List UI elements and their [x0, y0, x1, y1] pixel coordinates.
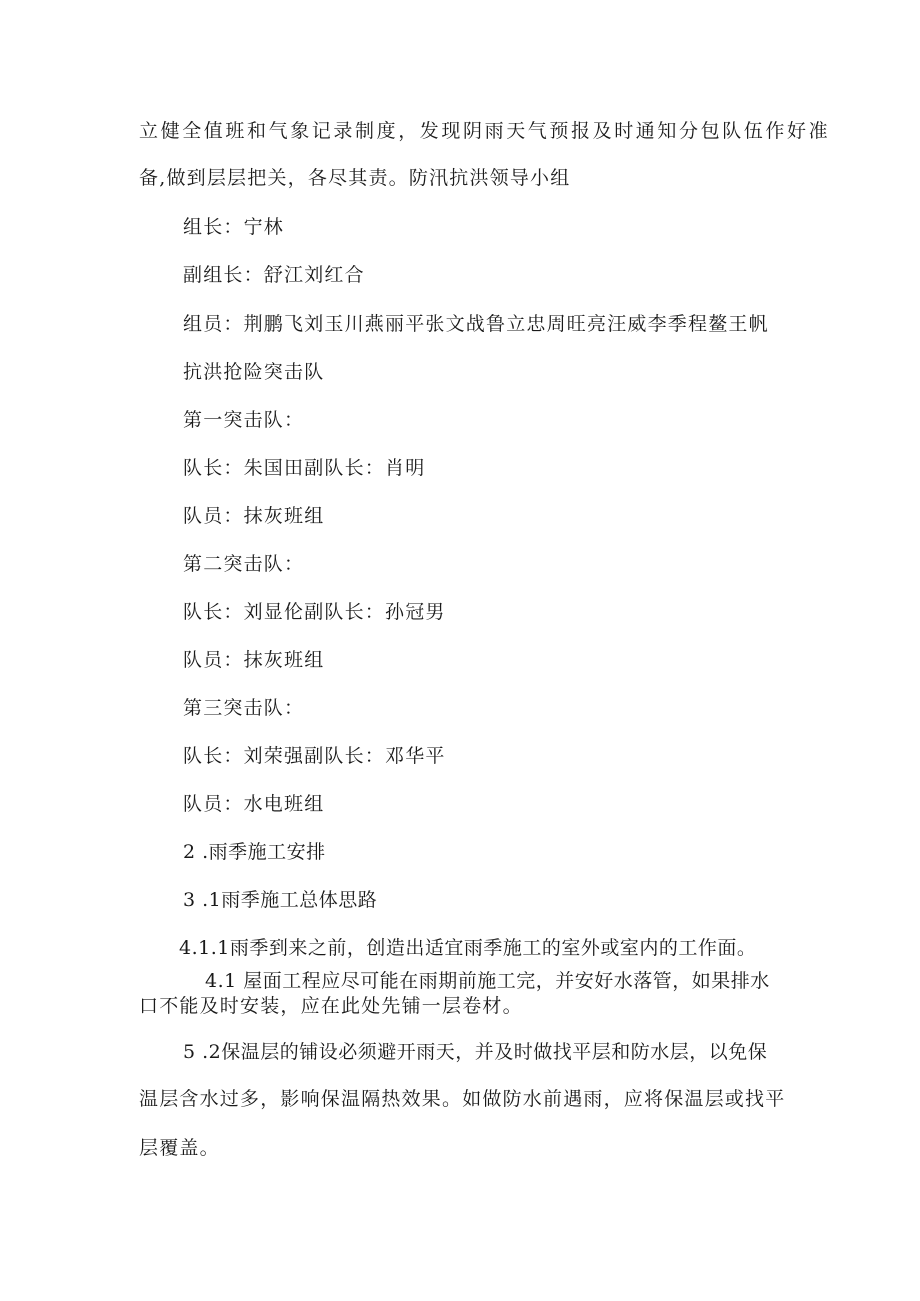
members-line: 组员：荆鹏飞刘玉川燕丽平张文战鲁立忠周旺亮汪威李季程鳌王帆: [183, 313, 769, 335]
paragraph-line: 温层含水过多，影响保温隔热效果。如做防水前遇雨，应将保温层或找平: [139, 1088, 786, 1110]
paragraph-line: 层覆盖。: [139, 1137, 220, 1159]
section-heading: 2 .雨季施工安排: [183, 841, 326, 863]
team-heading: 第一突击队：: [183, 409, 305, 431]
team-members-line: 队员：水电班组: [183, 793, 325, 815]
paragraph-line: 立健全值班和气象记录制度，发现阴雨天气预报及时通知分包队伍作好准: [139, 120, 831, 142]
team-members-line: 队员：抹灰班组: [183, 505, 325, 527]
team-heading: 第三突击队：: [183, 697, 305, 719]
team-leader-line: 队长：刘显伦副队长：孙冠男: [183, 601, 446, 623]
paragraph-line: 备,做到层层把关，各尽其责。防汛抗洪领导小组: [139, 167, 571, 189]
team-leader-line: 队长：朱国田副队长：肖明: [183, 457, 426, 479]
leader-line: 组长：宁林: [183, 216, 285, 238]
team-leader-line: 队长：刘荣强副队长：邓华平: [183, 745, 446, 767]
paragraph-line: 5 .2保温层的铺设必须避开雨天，并及时做找平层和防水层，以免保: [183, 1041, 768, 1063]
section-heading: 抗洪抢险突击队: [183, 361, 325, 383]
paragraph-line: 4.1.1雨季到来之前，创造出适宜雨季施工的室外或室内的工作面。: [179, 937, 757, 959]
paragraph-line: 4.1 屋面工程应尽可能在雨期前施工完，并安好水落管，如果排水: [205, 970, 770, 992]
team-members-line: 队员：抹灰班组: [183, 649, 325, 671]
paragraph-line: 口不能及时安装，应在此处先铺一层卷材。: [139, 995, 523, 1017]
deputy-leader-line: 副组长：舒江刘红合: [183, 264, 365, 286]
team-heading: 第二突击队：: [183, 553, 305, 575]
subsection-heading: 3 .1雨季施工总体思路: [183, 889, 378, 911]
